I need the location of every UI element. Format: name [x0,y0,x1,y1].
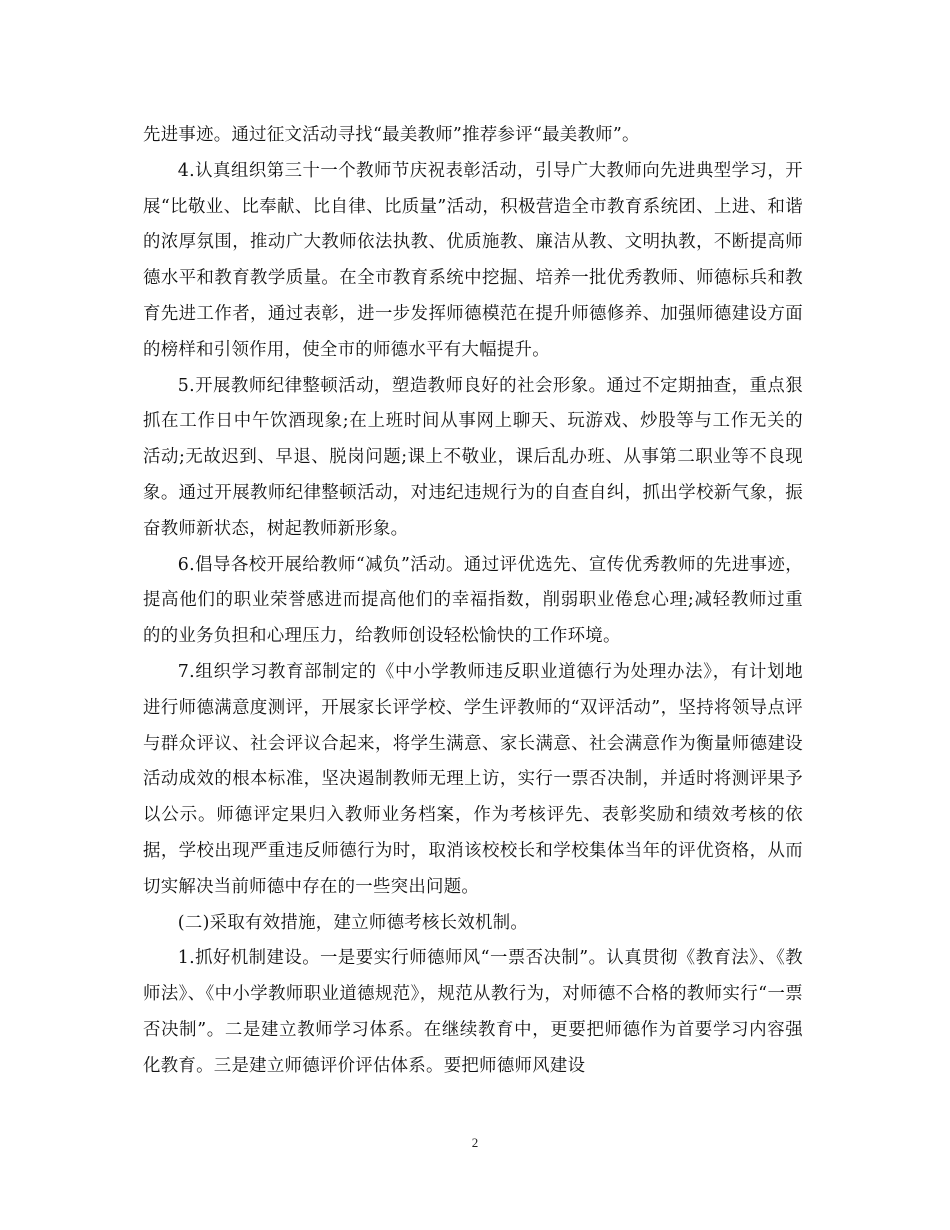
paragraph-item-5: 5.开展教师纪律整顿活动，塑造教师良好的社会形象。通过不定期抽查，重点狠抓在工作日中午饮酒现象;在上班时间从事网上聊天、玩游戏、炒股等与工作无关的活动;无故迟到、早退、脱岗问题;课上不敬业，课后乱办班、从事第二职业等不良现象。通过开展教师纪律整顿活动，对违纪违规行为的自查自纠，抓出学校新气象，振奋教师新状态，树起教师新形象。 [143,375,803,539]
paragraph-continuation: 先进事迹。通过征文活动寻找“最美教师”推荐参评“最美教师”。 [143,125,640,145]
document-body [143,118,803,1085]
paragraph-subitem-1: 1.抓好机制建设。一是要实行师德师风“一票否决制”。认真贯彻《教育法》、《教师法》、《中小学教师职业道德规范》，规范从教行为，对师德不合格的教师实行“一票否决制”。二是建立教师学习体系。在继续教育中，更要把师德作为首要学习内容强化教育。三是建立师德评价评估体系。要把师德师风建设 [143,948,803,1076]
paragraph-item-4: 4.认真组织第三十一个教师节庆祝表彰活动，引导广大教师向先进典型学习，开展“比敬业、比奉献、比自律、比质量”活动，积极营造全市教育系统团、上进、和谐的浓厚氛围，推动广大教师依法执教、优质施教、廉洁从教、文明执教，不断提高师德水平和教育教学质量。在全市教育系统中挖掘、培养一批优秀教师、师德标兵和教育先进工作者，通过表彰，进一步发挥师德模范在提升师德修养、加强师德建设方面的榜样和引领作用，使全市的师德水平有大幅提升。 [143,160,803,360]
section-heading-2: (二)采取有效措施，建立师德考核长效机制。 [177,912,529,933]
page-number: 2 [471,1135,479,1150]
paragraph-item-7: 7.组织学习教育部制定的《中小学教师违反职业道德行为处理办法》，有计划地进行师德满意度测评，开展家长评学校、学生评教师的“双评活动”，坚持将领导点评与群众评议、社会评议合起来，将学生满意、家长满意、社会满意作为衡量师德建设活动成效的根本标准，坚决遏制教师无理上访，实行一票否决制，并适时将测评果予以公示。师德评定果归入教师业务档案，作为考核评先、表彰奖励和绩效考核的依据，学校出现严重违反师德行为时，取消该校校长和学校集体当年的评优资格，从而切实解决当前师德中存在的一些突出问题。 [143,661,803,897]
paragraph-item-6: 6.倡导各校开展给教师“减负”活动。通过评优选先、宣传优秀教师的先进事迹，提高他们的职业荣誉感进而提高他们的幸福指数，削弱职业倦怠心理;减轻教师过重的的业务负担和心理压力，给教师创设轻松愉快的工作环境。 [143,554,803,647]
